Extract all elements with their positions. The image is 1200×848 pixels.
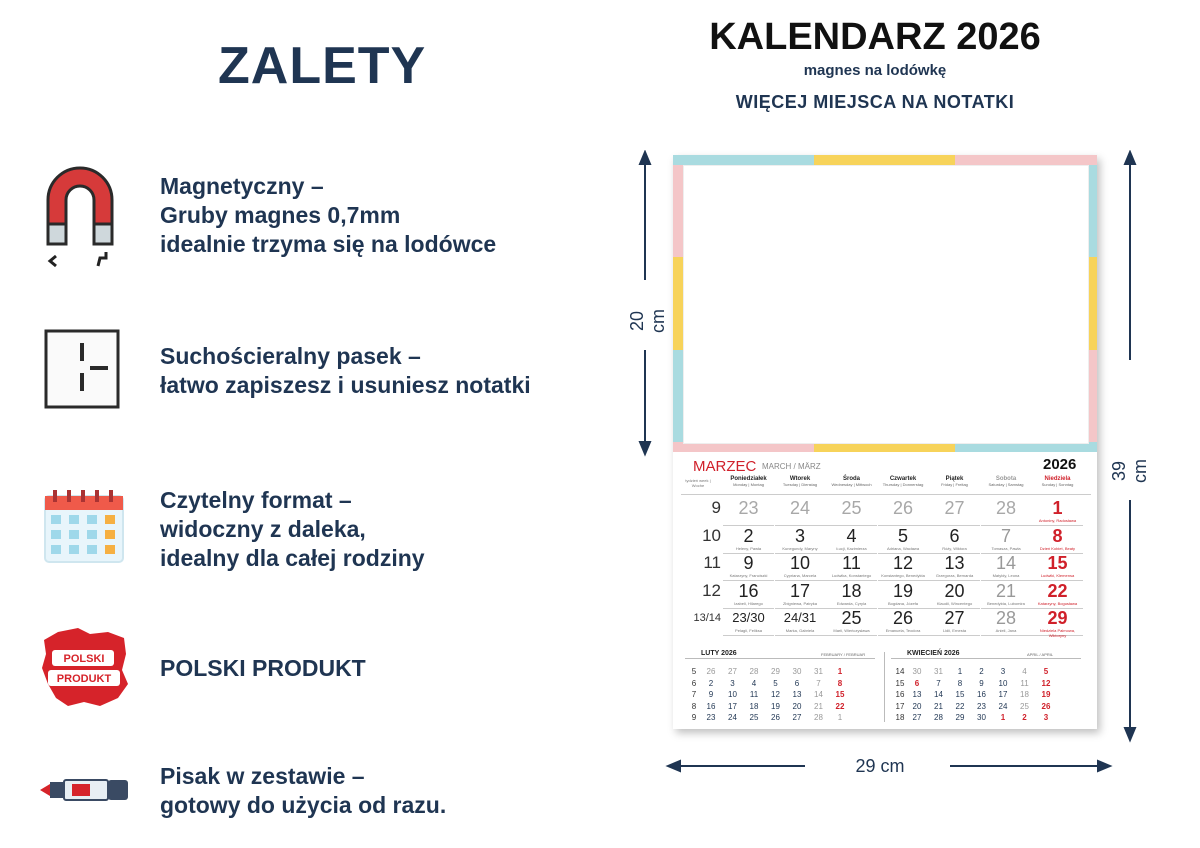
name-day: Marii, Wieńczysława [833,628,870,633]
mini-week-number: 5 [691,667,697,676]
day-sub: Wednesday | Mittwoch [831,482,872,487]
total-height-label: 39 cm [1109,459,1150,483]
day-number: 15 [1047,553,1068,573]
year-label: 2026 [1043,456,1077,473]
week-number: 12 [702,580,721,600]
mini-day: 17 [998,690,1008,699]
mini-day: 31 [934,667,943,676]
day-number: 9 [743,553,754,573]
day-number: 16 [738,580,759,601]
mini-day: 5 [773,678,778,688]
mini-day: 5 [1043,667,1049,676]
mini-day: 21 [814,701,823,711]
mini-day: 18 [1020,690,1029,699]
week-header: tydzień week | Woche [685,478,711,488]
mini-day: 27 [912,713,922,722]
mini-day: 24 [998,701,1008,711]
badge-text: PRODUKT [56,673,112,685]
name-day: Tomasza, Pawła [991,545,1021,551]
mini-day: 23 [706,713,716,722]
day-number: 27 [944,498,965,518]
mini-month-subtitle: APRIL / APRIL [1027,652,1054,657]
name-day: Heleny, Pawła [735,545,762,551]
name-day: Dzień Kobiet, Beaty [1039,545,1076,551]
day-name: Czwartek [889,476,917,482]
mini-day: 13 [912,690,922,699]
mini-week-number: 18 [895,713,905,722]
day-header [929,476,980,487]
mini-month-title: KWIECIEŃ 2026 [907,650,960,657]
mini-day: 6 [794,678,800,688]
name-day: Katarzyny, Franciszki [729,573,768,578]
marker-pen-icon [38,776,130,804]
mini-divider [685,658,875,659]
mini-day: 20 [912,701,922,711]
board-height-label: 20 cm [627,309,668,333]
mini-day: 22 [835,701,845,711]
mini-day: 4 [1022,667,1027,676]
whiteboard-area [673,155,1097,452]
mini-day: 16 [977,690,986,699]
day-number: 2 [743,525,754,546]
fridge-calendar [673,155,1097,729]
feature-line: Czytelny format – [160,487,352,513]
mini-day: 23 [977,701,986,711]
day-number: 6 [949,525,960,546]
name-day: Łucji, Kazimierza [836,545,867,551]
day-sub: Friday | Freitag [941,482,968,487]
day-number: 4 [846,525,857,546]
mini-day: 1 [837,713,843,722]
day-number: 10 [789,553,811,573]
whiteboard-icon [44,329,122,409]
name-day: Antoniny, Radosława [1038,518,1077,523]
name-day: Katarzyny, Bogusława [1037,600,1078,606]
name-day: Lidii, Ernesta [942,628,967,633]
day-number: 26 [892,498,914,518]
mini-month-title: LUTY 2026 [701,650,737,657]
name-day: Edwarda, Cyryla [836,600,867,606]
day-number: 23 [738,498,759,518]
day-sub: Saturday | Samstag [988,482,1024,487]
day-number: 21 [995,580,1017,601]
month-subtitle: MARCH / MÄRZ [762,462,821,471]
day-header [826,476,877,487]
name-day: Benedykta, Lubomira [987,600,1025,606]
mini-day: 27 [728,667,737,676]
mini-day: 14 [934,690,943,699]
magnet-icon [40,162,120,272]
day-number: 28 [995,608,1017,628]
day-number: 23/30 [732,610,765,625]
mini-day: 17 [728,701,737,711]
calendar-title: KALENDARZ 2026 [709,16,1041,58]
day-number: 25 [841,498,862,518]
day-name: Poniedziałek [730,476,767,482]
name-day: Cypriana, Marcela [783,573,817,578]
day-number: 1 [1052,498,1063,518]
mini-month [681,501,881,721]
mini-week-number: 14 [895,667,905,676]
mini-day: 1 [837,667,843,676]
mini-day: 12 [771,690,780,699]
day-header [775,476,826,487]
mini-day: 28 [749,667,759,676]
mini-day: 9 [708,690,714,699]
calendar-subtitle: magnes na lodówkę [803,62,947,79]
feature-line: Suchościeralny pasek – [160,343,421,369]
name-day: Ludwiki, Klemensa [1040,573,1075,578]
day-number: 8 [1052,525,1063,546]
notes-surface[interactable] [683,165,1089,444]
mini-day: 22 [955,701,965,711]
mini-day: 13 [792,690,802,699]
mini-day: 10 [728,690,737,699]
name-day: Kunegundy, Maryny [782,545,818,551]
name-day: Adriana, Wacława [886,545,920,551]
day-header [878,476,929,487]
mini-day: 9 [979,678,984,688]
mini-day: 8 [837,678,843,688]
mini-day: 4 [751,678,757,688]
mini-day: 10 [998,678,1008,688]
mini-day: 3 [1000,667,1006,676]
name-day: Anieli, Jana [995,628,1017,633]
mini-day: 7 [936,678,941,688]
mini-day: 21 [934,701,943,711]
mini-day: 19 [1041,690,1051,699]
day-sub: Monday | Montag [733,482,764,487]
mini-day: 11 [1020,678,1029,688]
name-day: Klaudii, Wincentego [936,600,973,606]
mini-day: 2 [708,678,714,688]
day-number: 29 [1047,608,1068,628]
day-name: Wtorek [789,476,811,482]
day-name: Środa [842,476,860,482]
feature-line: Magnetyczny – [160,173,324,199]
feature-line: widoczny z daleka, [160,516,366,542]
day-number: 14 [995,553,1017,573]
advantages-title: ZALETY [218,37,427,95]
mini-day: 1 [957,667,963,676]
name-day: Marka, Gabriela [785,628,815,633]
mini-day: 14 [814,690,823,699]
day-header [981,476,1032,487]
week-number: 11 [703,553,721,572]
day-header [1032,476,1083,487]
day-number: 5 [897,525,908,546]
day-number: 22 [1047,580,1068,601]
name-day: Emanuela, Teodora [885,628,921,633]
mini-day: 24 [728,713,737,722]
mini-day: 8 [957,678,963,688]
mini-week-number: 7 [691,690,697,699]
day-number: 18 [841,580,862,601]
calendar-subtitle-notes: WIĘCEJ MIEJSCA NA NOTATKI [735,92,1015,112]
mini-week-number: 17 [895,701,905,711]
day-number: 7 [1000,525,1011,546]
mini-day: 3 [730,678,735,688]
week-number: 10 [702,525,721,545]
week-number: 13/14 [693,612,721,624]
mini-day: 19 [771,701,780,711]
name-day: Ludwika, Konstantego [831,573,872,578]
mini-day: 12 [1041,678,1051,688]
mini-day: 6 [914,678,920,688]
feature-readable [160,486,425,573]
day-name: Sobota [995,476,1017,482]
mini-week-number: 8 [691,701,697,711]
day-sub: Sunday | Sonntag [1041,482,1074,487]
mini-day: 26 [1041,701,1051,711]
mini-day: 2 [1022,713,1027,722]
name-day: Izabeli, Hilarego [734,600,763,606]
mini-day: 15 [955,690,965,699]
width-label: 29 cm [855,756,905,776]
day-number: 19 [892,580,914,601]
mini-day: 25 [1020,701,1029,711]
mini-day: 11 [749,690,759,699]
mini-month-subtitle: FEBRUARY / FEBRUAR [821,652,866,657]
feature-marker [160,762,446,820]
mini-day: 7 [816,678,821,688]
mini-day: 15 [835,690,845,699]
mini-day: 27 [792,713,802,722]
day-header [723,476,774,487]
feature-line: gotowy do użycia od razu. [160,792,447,818]
name-day: Matyldy, Leona [992,573,1020,578]
mini-divider [891,658,1081,659]
day-number: 27 [944,608,965,628]
mini-day: 29 [771,667,780,676]
day-name: Niedziela [1044,476,1071,482]
mini-day: 26 [706,667,716,676]
mini-separator [884,652,885,722]
name-day: Róży, Wiktora [942,545,967,551]
feature-magnetic [160,172,496,259]
feature-dry-erase [160,342,531,400]
calendar-icon [43,490,125,564]
header-divider [681,494,1091,495]
day-name: Piątek [945,476,964,482]
mini-day: 20 [792,701,802,711]
mini-day: 3 [1043,713,1049,722]
day-number: 11 [842,553,861,573]
mini-day: 30 [792,667,802,676]
day-number: 25 [841,608,862,628]
feature-line: idealnie trzyma się na lodówce [160,231,497,257]
day-sub: Thursday | Donnerstag [882,482,924,487]
mini-week-number: 16 [895,690,905,699]
name-day: Grzegorza, Bernarda [935,573,974,578]
mini-day: 28 [814,713,823,722]
name-day: Bogdana, Józefa [887,600,919,606]
mini-day: 29 [955,713,965,722]
day-number: 12 [892,553,914,573]
name-day: Konstantego, Benedykta [881,573,925,578]
feature-polish-product [160,654,366,683]
day-number: 24 [789,498,811,518]
mini-day: 1 [1000,713,1006,722]
mini-week-number: 6 [691,678,697,688]
feature-line: idealny dla całej rodziny [160,545,425,571]
week-number: 9 [711,498,721,517]
feature-line: Pisak w zestawie – [160,763,365,789]
mini-day: 31 [814,667,823,676]
name-day: Pelagii, Feliksa [735,628,762,633]
feature-line: Gruby magnes 0,7mm [160,202,401,228]
badge-text: POLSKI [63,653,105,665]
mini-month [887,501,1087,721]
mini-day: 18 [749,701,759,711]
day-number: 26 [892,608,914,628]
day-sub: Tuesday | Dienstag [782,482,818,487]
mini-week-number: 9 [691,713,697,722]
month-name: MARZEC [693,458,757,475]
poland-map-icon [38,626,130,710]
day-number: 24/31 [783,610,817,625]
mini-day: 28 [934,713,943,722]
day-number: 20 [944,580,965,601]
mini-week-number: 15 [895,678,905,688]
day-number: 13 [944,553,965,573]
mini-day: 30 [977,713,986,722]
day-number: 17 [789,580,811,601]
mini-day: 2 [979,667,984,676]
mini-day: 16 [706,701,716,711]
name-day: Zbigniewa, Patryka [782,600,817,606]
mini-day: 25 [749,713,759,722]
feature-line: łatwo zapiszesz i usuniesz notatki [160,372,531,398]
mini-day: 30 [912,667,922,676]
name-day: Niedziela Palmowa, Wiktoryny [1039,628,1076,638]
feature-line: POLSKI PRODUKT [160,655,366,681]
day-number: 3 [794,525,805,546]
day-number: 28 [995,498,1017,518]
mini-day: 26 [771,713,780,722]
